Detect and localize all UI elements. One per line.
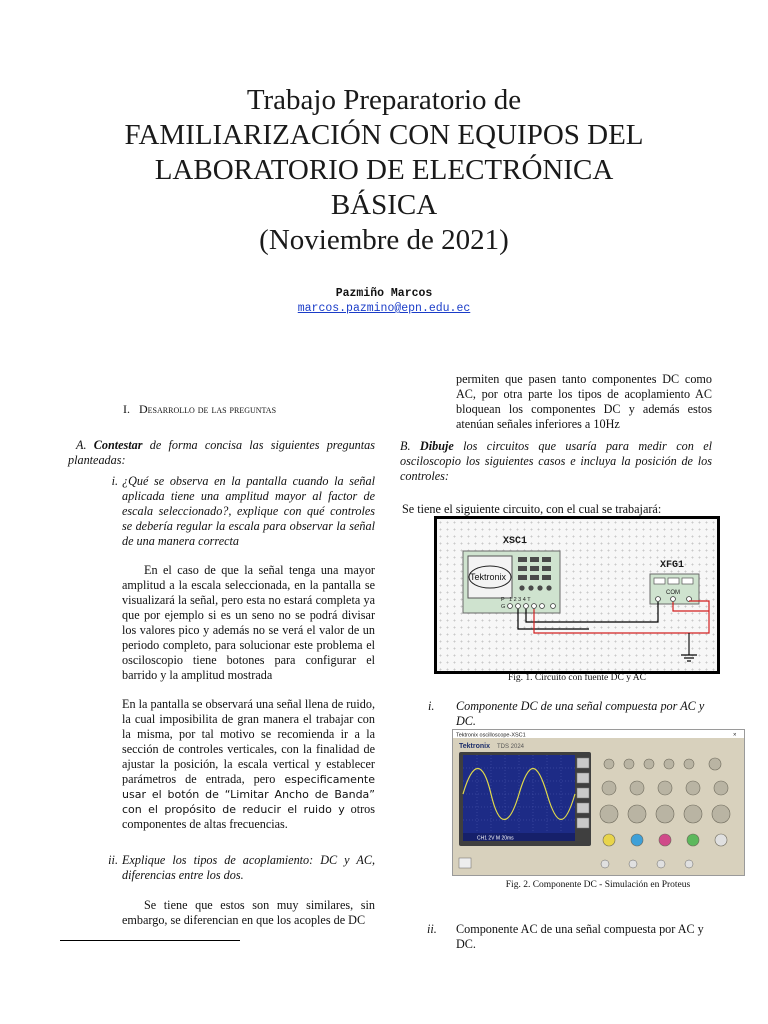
oscilloscope-port-g: G [501, 604, 506, 610]
question-text: Explique los tipos de acoplamiento: DC y AC, diferencias entre los dos. [122, 853, 375, 882]
continued-paragraph: permiten que pasen tanto componentes DC como AC, por otra parte los tipos de acoplamiento AC bloquean los componentes DC y además estos atenúan señales inferiores a 10Hz [456, 372, 712, 431]
window-title: Tektronix oscilloscope-XSC1 [456, 732, 526, 739]
circuit-figure [434, 516, 720, 674]
question-number: i. [111, 474, 118, 488]
author-block [0, 286, 768, 316]
answer-text: otros componentes de altas frecuencias. [122, 802, 376, 831]
item-text: Componente DC de una señal compuesta por AC y DC. [456, 699, 705, 728]
title-line: BÁSICA [330, 189, 438, 221]
footnote-rule [60, 940, 240, 941]
item-text: Componente AC de una señal compuesta por AC y DC. [456, 922, 704, 951]
item-number: ii. [427, 922, 437, 936]
answer-paragraph-2 [122, 697, 375, 832]
author-email-link[interactable]: marcos.pazmino@epn.edu.ec [297, 302, 471, 315]
figure-2-caption: Fig. 2. Componente DC - Simulación en Proteus [505, 880, 691, 890]
author-name: Pazmiño Marcos [335, 287, 433, 300]
generator-com-label: COM [666, 590, 680, 596]
subsection-b-heading [400, 439, 712, 484]
oscilloscope-brand: Tektronix [470, 572, 507, 582]
oscilloscope-port-p: P [501, 597, 505, 603]
answer-paragraph: Se tiene que estos son muy similares, sin embargo, se diferencian en que los acoples de DC [122, 898, 375, 927]
subsection-keyword: Dibuje [419, 439, 454, 453]
subsection-text: de forma concisa las siguientes preguntas planteadas: [68, 438, 375, 467]
oscilloscope-label: XSC1 [503, 536, 528, 547]
title-line: FAMILIARIZACIÓN CON EQUIPOS DEL [124, 119, 644, 151]
item-number: i. [428, 699, 435, 713]
section-number: I. [123, 402, 130, 416]
answer-text: En la pantalla se observará una señal llena de ruido, la cual imposibilita de gran manera el trabajar con la misma, por tal motivo se recomienda ir a la sección de controles verticales, con la finalidad de ajustar la posición, la escala vertical y establecer parámetros de entrada, pero [122, 697, 375, 786]
title-line: Trabajo Preparatorio de [246, 84, 522, 116]
section-title: Desarrollo de las preguntas [139, 402, 277, 416]
subsection-keyword: Contestar [93, 438, 143, 452]
question-number: ii. [108, 853, 118, 867]
title-line: LABORATORIO DE ELECTRÓNICA [154, 154, 614, 186]
circuit-diagram [437, 519, 717, 671]
question-text: ¿Qué se observa en la pantalla cuando la señal aplicada tiene una amplitud mayor al factor de escala seleccionado?, explique con qué controles se debería regular la escala para observar la señal de una manera correcta [122, 474, 375, 548]
subsection-a-heading [68, 438, 375, 468]
answer-text-highlight: especificamente usar el botón de “Limitar Ancho de Banda” con el propósito de reducir el ruido y [122, 773, 375, 816]
subsection-letter: B. [400, 439, 411, 453]
scope-status: CH1 2V M 20ms [477, 835, 514, 842]
scope-brand: Tektronix [459, 743, 490, 750]
figure-1-caption: Fig. 1. Circuito con fuente DC y AC [507, 673, 646, 683]
window-close-icon: × [733, 732, 737, 739]
oscilloscope-port-labels: 1 2 3 4 T [509, 597, 531, 603]
scope-power-button [459, 858, 471, 868]
oscilloscope-simulation-figure [452, 729, 745, 876]
circuit-intro: Se tiene el siguiente circuito, con el cual se trabajará: [402, 502, 662, 516]
title-date: (Noviembre de 2021) [259, 224, 509, 256]
subsection-text: los circuitos que usaría para medir con el osciloscopio los siguientes casos e incluya la posición de los controles: [400, 439, 712, 483]
scope-model: TDS 2024 [497, 744, 525, 750]
answer-paragraph: En el caso de que la señal tenga una mayor amplitud a la escala seleccionada, en la pantalla se visualizará la señal, pero esta no estará completa ya que por ejemplo si es un seno no se podrá divisar los valores pico y además no se verá el valor de un periodo completo, para solucionar este problema el osciloscopio tiene botones para configurar el barrido y la amplitud mostrada [122, 563, 375, 682]
oscilloscope-screenshot [453, 730, 744, 875]
subsection-letter: A. [76, 438, 87, 452]
section-heading [123, 402, 276, 417]
paper-title [60, 83, 708, 258]
generator-label: XFG1 [660, 560, 685, 571]
waveform-buttons [654, 578, 693, 584]
